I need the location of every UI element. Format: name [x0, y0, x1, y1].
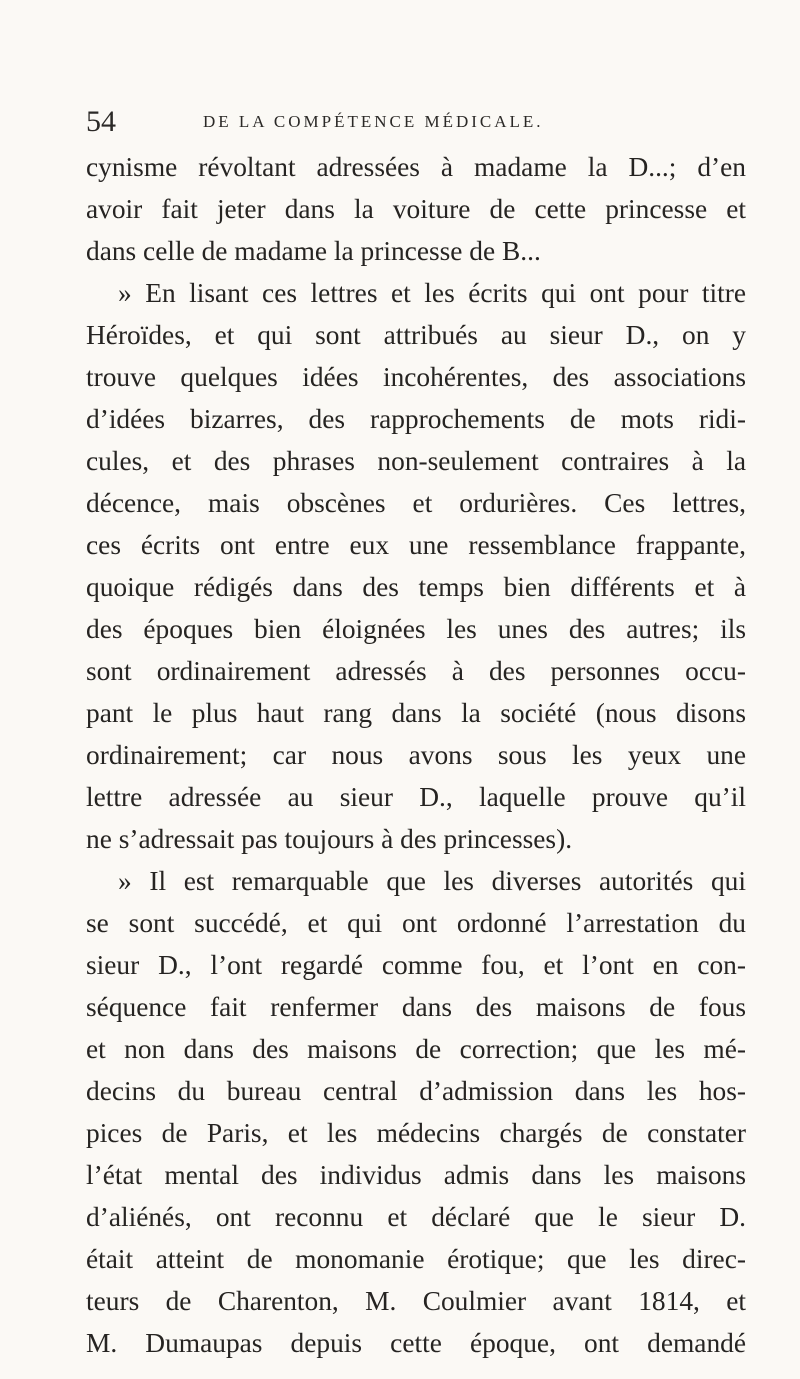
text-line: cules, et des phrases non-seulement contraires à la — [86, 446, 746, 476]
body-text — [86, 146, 746, 1364]
text-line: ne s’adressait pas toujours à des princesses). — [86, 824, 573, 854]
text-line: décence, mais obscènes et ordurières. Ces lettres, — [86, 488, 746, 518]
text-line: » Il est remarquable que les diverses autorités qui — [118, 866, 746, 896]
text-line: lettre adressée au sieur D., laquelle prouve qu’il — [86, 782, 746, 812]
text-line: pant le plus haut rang dans la société (nous disons — [86, 698, 746, 728]
text-line: teurs de Charenton, M. Coulmier avant 1814, et — [86, 1286, 746, 1316]
page-header — [86, 104, 706, 140]
text-line: Héroïdes, et qui sont attribués au sieur D., on y — [86, 320, 746, 350]
page-number: 54 — [86, 105, 116, 138]
text-line: avoir fait jeter dans la voiture de cette princesse et — [86, 194, 746, 224]
text-line: l’état mental des individus admis dans les maisons — [86, 1160, 746, 1190]
text-line: quoique rédigés dans des temps bien différents et à — [86, 572, 746, 602]
text-line: cynisme révoltant adressées à madame la D...; d’en — [86, 152, 746, 182]
text-line: se sont succédé, et qui ont ordonné l’arrestation du — [86, 908, 746, 938]
text-line: ces écrits ont entre eux une ressemblance frappante, — [86, 530, 746, 560]
text-line: decins du bureau central d’admission dans les hos- — [86, 1076, 746, 1106]
text-line: trouve quelques idées incohérentes, des associations — [86, 362, 746, 392]
text-line: M. Dumaupas depuis cette époque, ont demandé — [86, 1328, 746, 1358]
text-line: séquence fait renfermer dans des maisons de fous — [86, 992, 746, 1022]
text-line: sont ordinairement adressés à des personnes occu- — [86, 656, 746, 686]
text-line: d’aliénés, ont reconnu et déclaré que le sieur D. — [86, 1202, 746, 1232]
text-line: des époques bien éloignées les unes des autres; ils — [86, 614, 746, 644]
text-line: d’idées bizarres, des rapprochements de mots ridi- — [86, 404, 746, 434]
text-line: était atteint de monomanie érotique; que les direc- — [86, 1244, 746, 1274]
text-line: dans celle de madame la princesse de B... — [86, 236, 541, 266]
text-line: sieur D., l’ont regardé comme fou, et l’ont en con- — [86, 950, 746, 980]
text-line: ordinairement; car nous avons sous les yeux une — [86, 740, 746, 770]
text-line: pices de Paris, et les médecins chargés de constater — [86, 1118, 746, 1148]
running-title: DE LA COMPÉTENCE MÉDICALE. — [203, 112, 544, 131]
text-line: et non dans des maisons de correction; que les mé- — [86, 1034, 746, 1064]
text-line: » En lisant ces lettres et les écrits qui ont pour titre — [118, 278, 746, 308]
